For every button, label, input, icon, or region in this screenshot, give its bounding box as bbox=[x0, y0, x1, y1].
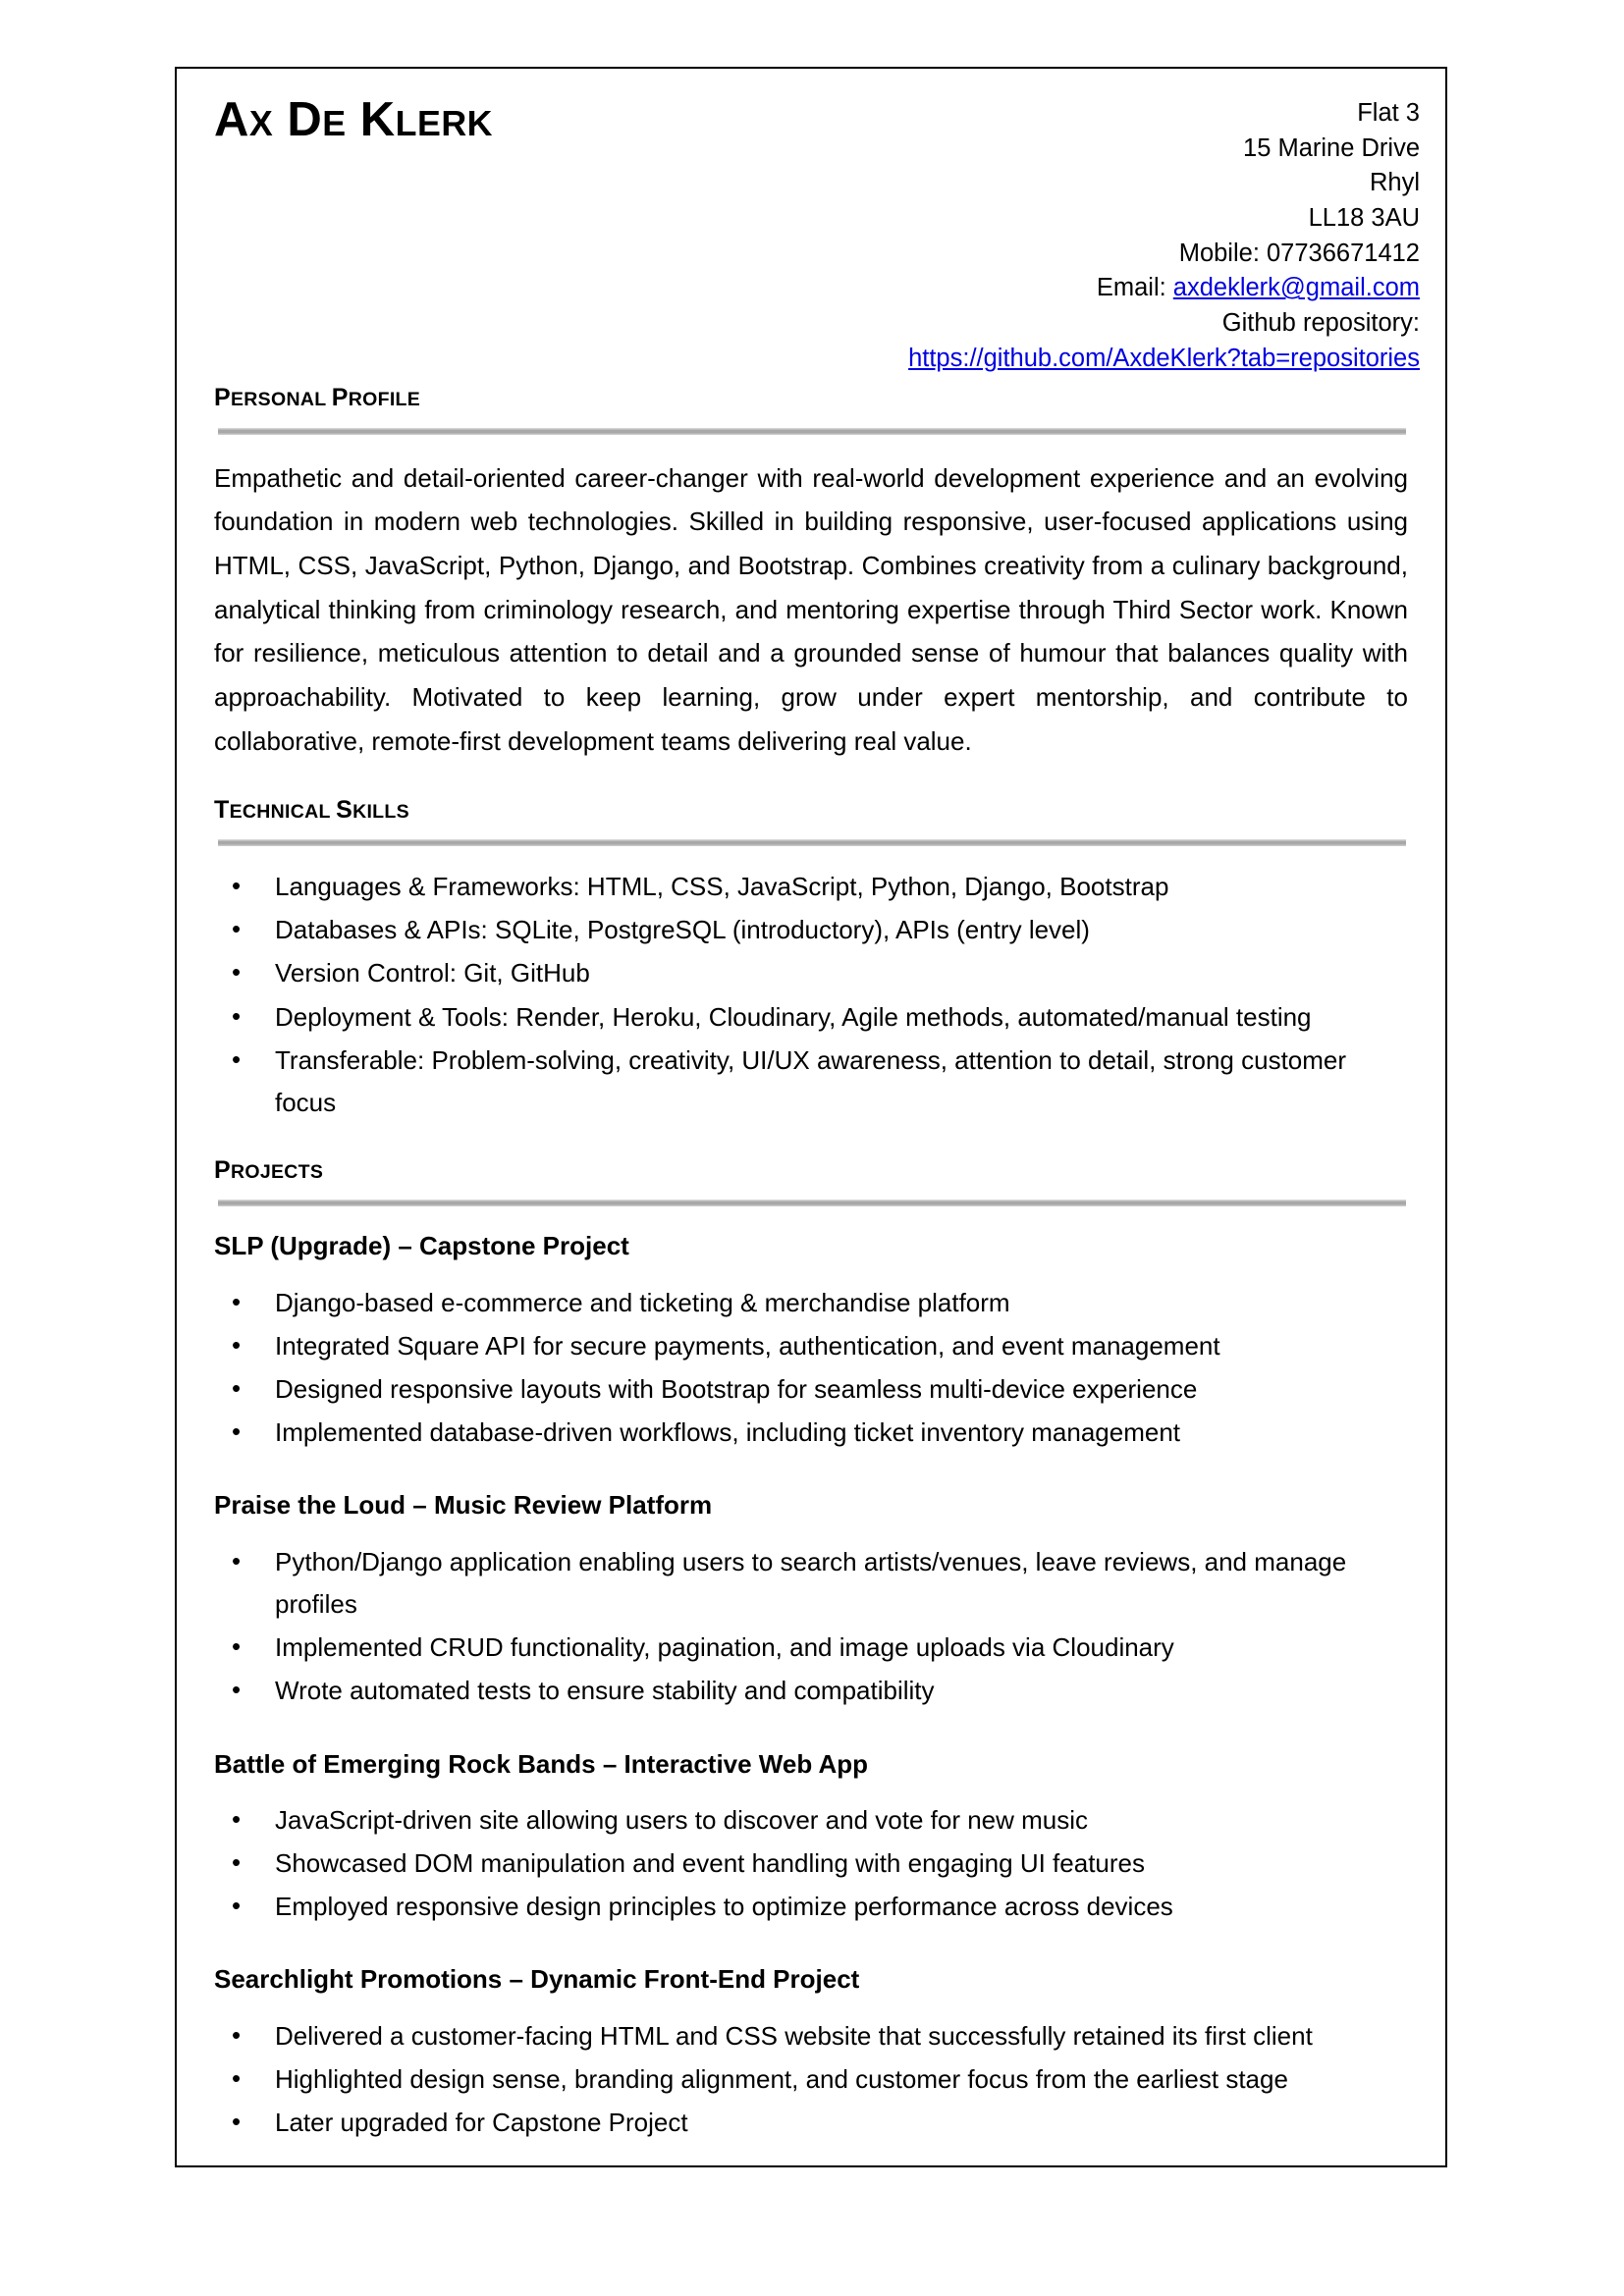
list-item: • Highlighted design sense, branding alignment, and customer focus from the earliest stage bbox=[204, 2058, 1420, 2101]
list-item: • Databases & APIs: SQLite, PostgreSQL (introductory), APIs (entry level) bbox=[204, 909, 1420, 951]
section-divider bbox=[218, 1200, 1406, 1206]
list-item: • Later upgraded for Capstone Project bbox=[204, 2102, 1420, 2144]
email-line bbox=[908, 271, 1420, 306]
project-battle-of-emerging-rock-bands bbox=[204, 1746, 1420, 1929]
project-searchlight-promotions bbox=[204, 1961, 1420, 2144]
name-letters-lerk: LERK bbox=[395, 104, 494, 143]
section-heading-personal-profile bbox=[204, 385, 1420, 412]
heading-initial-2: S bbox=[336, 795, 353, 824]
section-technical-skills bbox=[204, 797, 1420, 1124]
heading-rest-1: ROJECTS bbox=[230, 1160, 324, 1183]
list-item: • Django-based e-commerce and ticketing & merchandise platform bbox=[204, 1282, 1420, 1324]
list-item: • Delivered a customer-facing HTML and CSS website that successfully retained its first client bbox=[204, 2015, 1420, 2057]
list-item: • Python/Django application enabling users to search artists/venues, leave reviews, and manage profiles bbox=[204, 1541, 1420, 1626]
section-heading-technical-skills bbox=[204, 797, 1420, 825]
heading-initial-2: P bbox=[331, 384, 349, 411]
project-bullets bbox=[204, 1282, 1420, 1455]
name-letter-k: K bbox=[359, 93, 396, 146]
page-content bbox=[177, 69, 1445, 2144]
list-item: • Showcased DOM manipulation and event handling with engaging UI features bbox=[204, 1842, 1420, 1885]
github-repository-link[interactable]: https://github.com/AxdeKlerk?tab=repositories bbox=[908, 344, 1420, 372]
heading-rest-1: ERSONAL bbox=[230, 389, 332, 410]
heading-rest-1: ECHNICAL bbox=[229, 800, 337, 823]
project-bullets bbox=[204, 1541, 1420, 1713]
page-title bbox=[204, 93, 494, 146]
list-item: • Languages & Frameworks: HTML, CSS, JavaScript, Python, Django, Bootstrap bbox=[204, 866, 1420, 908]
name-letter-d: D bbox=[287, 93, 323, 146]
heading-initial: P bbox=[214, 1155, 231, 1184]
address-line-2: 15 Marine Drive bbox=[1243, 133, 1420, 162]
github-line bbox=[908, 342, 1420, 377]
technical-skills-list bbox=[204, 866, 1420, 1124]
contact-block bbox=[908, 90, 1420, 377]
project-title: Searchlight Promotions – Dynamic Front-End Project bbox=[214, 1964, 860, 1995]
list-item: • JavaScript-driven site allowing users to discover and vote for new music bbox=[204, 1799, 1420, 1842]
project-bullets bbox=[204, 1799, 1420, 1928]
address-postcode: LL18 3AU bbox=[1308, 204, 1420, 233]
mobile-number: Mobile: 07736671412 bbox=[1178, 239, 1420, 267]
list-item: • Designed responsive layouts with Bootstrap for seamless multi-device experience bbox=[204, 1368, 1420, 1411]
email-link[interactable]: axdeklerk@gmail.com bbox=[1172, 274, 1420, 302]
list-item: • Implemented database-driven workflows, including ticket inventory management bbox=[204, 1412, 1420, 1454]
heading-rest-2: KILLS bbox=[352, 800, 409, 823]
project-title: SLP (Upgrade) – Capstone Project bbox=[214, 1231, 629, 1261]
project-title: Battle of Emerging Rock Bands – Interactive Web App bbox=[214, 1748, 869, 1779]
list-item: • Employed responsive design principles to optimize performance across devices bbox=[204, 1886, 1420, 1928]
resume-header bbox=[204, 90, 1420, 385]
name-letter-a: A bbox=[214, 93, 249, 146]
heading-initial: T bbox=[214, 795, 230, 824]
name-letters-x: X bbox=[248, 104, 274, 143]
list-item: • Version Control: Git, GitHub bbox=[204, 952, 1420, 994]
project-slp bbox=[204, 1228, 1420, 1454]
section-divider bbox=[218, 428, 1406, 435]
project-praise-the-loud bbox=[204, 1487, 1420, 1712]
name-letters-e: E bbox=[322, 104, 347, 143]
list-item: • Wrote automated tests to ensure stability and compatibility bbox=[204, 1670, 1420, 1712]
list-item: • Transferable: Problem-solving, creativity, UI/UX awareness, attention to detail, strong customer focus bbox=[204, 1040, 1420, 1124]
resume-page bbox=[175, 67, 1447, 2167]
project-title: Praise the Loud – Music Review Platform bbox=[214, 1490, 713, 1521]
section-divider bbox=[218, 839, 1406, 846]
section-projects bbox=[204, 1157, 1420, 2144]
address-city: Rhyl bbox=[1369, 169, 1420, 197]
list-item: • Implemented CRUD functionality, pagination, and image uploads via Cloudinary bbox=[204, 1627, 1420, 1669]
heading-rest-2: ROFILE bbox=[348, 389, 421, 410]
list-item: • Deployment & Tools: Render, Heroku, Cloudinary, Agile methods, automated/manual testing bbox=[204, 996, 1420, 1039]
personal-profile-text: Empathetic and detail-oriented career-changer with real-world development experience and an evolving foundation in modern web technologies. Skilled in building responsive, user-focused applications using HTML, CSS, JavaScript, Python, Django, and Bootstrap. Combines creativity from a culinary background, analytical thinking from criminology research, and mentoring expertise through Third Sector work. Known for resilience, meticulous attention to detail and a grounded sense of humour that balances quality with approachability. Motivated to keep learning, grow under expert mentorship, and contribute to collaborative, remote-first development teams delivering real value. bbox=[214, 462, 1408, 756]
address-line-1: Flat 3 bbox=[1357, 99, 1420, 127]
section-heading-projects bbox=[204, 1157, 1420, 1185]
list-item: • Integrated Square API for secure payments, authentication, and event management bbox=[204, 1325, 1420, 1367]
section-personal-profile bbox=[204, 385, 1420, 764]
github-label: Github repository: bbox=[1221, 309, 1420, 338]
project-bullets bbox=[204, 2015, 1420, 2144]
heading-initial: P bbox=[214, 384, 231, 411]
email-label: Email: bbox=[1096, 274, 1173, 302]
